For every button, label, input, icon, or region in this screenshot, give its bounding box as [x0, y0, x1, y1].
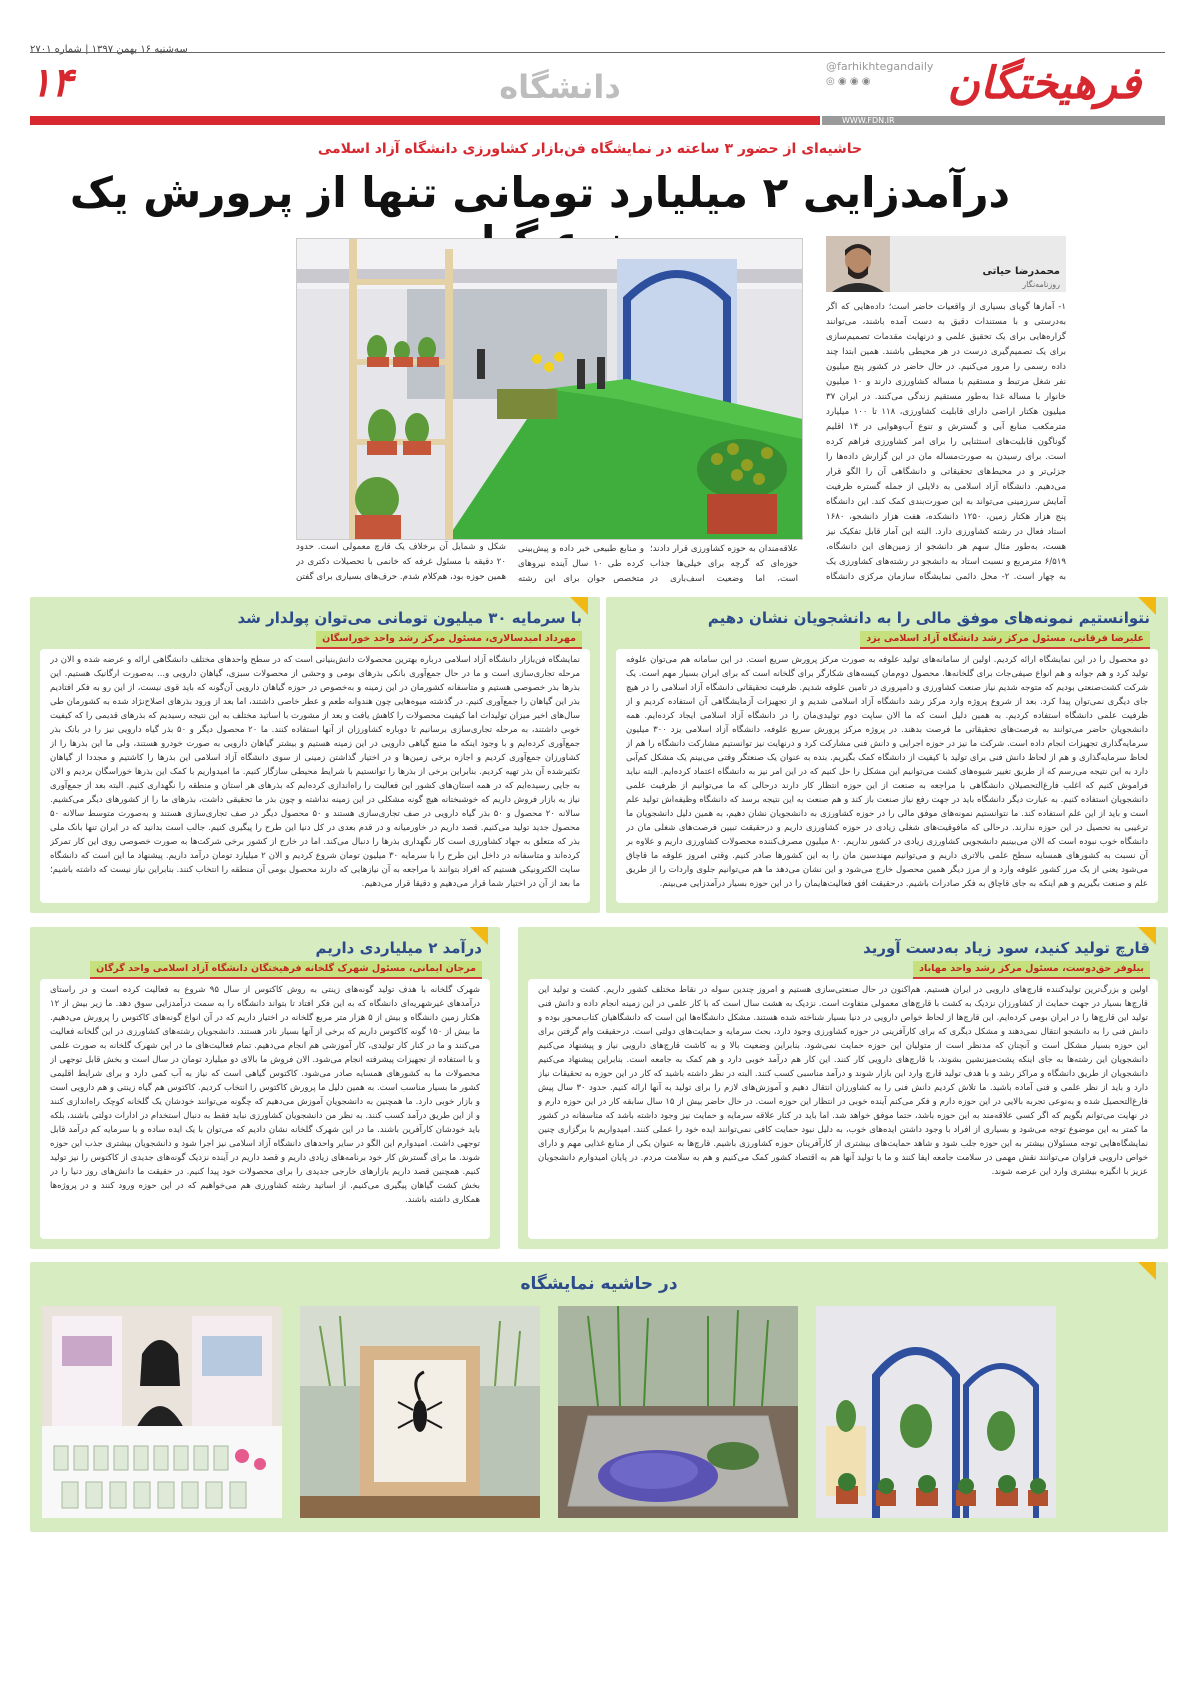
main-photo [296, 238, 803, 540]
box-interview-4 [30, 927, 500, 1249]
gallery-title: در حاشیه نمایشگاه [520, 1274, 678, 1294]
section-title: دانشگاه [499, 68, 621, 106]
box-interview-2 [30, 597, 600, 913]
twitter-icon: ◉ [849, 76, 859, 87]
telegram-icon: ◉ [837, 76, 847, 87]
article-col-mid-left: و منابع طبیعی خبر داده و پیش‌بینی کرده طی ۱۰ سال آینده نیروهای متخصص جوان برای این رشته [518, 544, 644, 584]
gallery-photo-exhibitor [42, 1306, 282, 1518]
instagram-icon: ◎ [826, 76, 835, 87]
box-interview-3 [518, 927, 1168, 1249]
box-body [40, 979, 490, 1239]
aparat-icon: ◉ [861, 76, 871, 87]
gallery-photo-cactus-display [816, 1306, 1056, 1518]
box-title: درآمد ۲ میلیاردی داریم [315, 939, 482, 957]
date-line: سه‌شنبه ۱۶ بهمن ۱۳۹۷ | شماره ۲۷۰۱ [30, 44, 188, 55]
box-text: اولین و بزرگ‌ترین تولیدکننده قارچ‌های دارویی در ایران هستیم. هم‌اکنون در حال صنعتی‌سازی هستیم و امروز چندین سوله در نقاط مختلف کشور داریم. کشت و تولید این قارچ‌ها بسیار در جهت حمایت از کشاورزان نزدیک به کشت با قارچ‌های معمولی متفاوت است. نزدیک به هشت سال است که با کار علمی در این زمینه انجام داده و دانش فنی تولید این قارچ‌ها را در ایران بومی کرده‌ایم. این قارچ‌ها از لحاظ خواص دارویی در دنیا بسیار شناخته شده هستند. مشکل دانشگاه‌ها این است که دانشگاهیان کتاب‌محور بوده و دانش فنی را به دانشجو انتقال نمی‌دهند و مشکل دیگری که برای کارآفرینی در حوزه کشاورزی وجود دارد، بحث سرمایه و حمایت‌های دولتی است. درحقیقت وام گرفتن برای این حوزه بسیار مشکل است و آنچنان که مدنظر است از متولیان این حوزه حمایت نمی‌شود. بنابراین وضعیت بالا و به کاشت قارچ‌های دارویی نیاز و پیشنهاد می‌کنیم دانشجویان این رشته‌ها به جای اینکه پشت‌میزنشین بشوند، با قارچ‌های دارویی کار کنند. این کار هم درآمد خوبی دارد و هم کمک به جامعه است. بنابراین پیشنهاد می‌کنیم دانشجویان از طریق دانشگاه و مراکز رشد و با هدف تولید قارچ وارد این بازار شوند و درآمد مناسبی کسب کنند. البته در نظر داشته باشید که کار در این حوزه به تحقیقات نیاز دارد و باید از نظر علمی و فنی آماده باشید. ما تلاش کردیم دانش فنی را به کشاورزان انتقال دهیم و آموزش‌های لازم را برای تولید به آنها ارائه کنیم. حدود ۳۰ سال پیش فارغ‌التحصیل شده و به‌نوعی تجربه بالایی در این حوزه دارم و فکر می‌کنم آینده خوبی در انتظار این حوزه است. در حال حاضر بیش از ۱۵ سال سابقه کار در این حوزه دارم و در نهایت می‌توانم بگویم که اگر کسی علاقه‌مند به این حوزه باشد، حتما موفق خواهد شد. اما باید در کنار علاقه سرمایه و حمایت نیز وجود داشته باشد که متاسفانه در کشور ما کمتر به این موضوع توجه می‌شود و بسیاری از افراد با وجود داشتن ایده‌های خوب، به دلیل نبود حمایت کافی نمی‌توانند ایده خود را عملی کنند. امیدواریم با برگزاری چنین نمایشگاه‌هایی توجه مسئولان بیشتر به این حوزه جلب شود و شاهد حمایت‌های بیشتری از کارآفرینان حوزه کشاورزی باشیم. قارچ‌ها به عنوان یکی از منابع غذایی مهم و دارای خواص دارویی فراوان می‌توانند نقش مهمی در سلامت جامعه ایفا کنند و ما با تولید آنها هم به اقتصاد کشور کمک می‌کنیم و هم به سلامت مردم. در پایان امیدوارم دانشجویان عزیز با انگیزه بیشتری وارد این عرصه شوند. [538, 985, 1148, 1177]
author-photo [826, 236, 890, 292]
box-title: با سرمایه ۳۰ میلیون تومانی می‌توان پولدار شد [237, 609, 582, 627]
headline: درآمدزایی ۲ میلیارد تومانی تنها از پرورش یک [69, 168, 1011, 217]
box-byline: علیرضا فرقانی، مسئول مرکز رشد دانشگاه آزاد اسلامی یزد [860, 631, 1150, 649]
logo: فرهیختگان [947, 58, 1141, 109]
box-title: نتوانستیم نمونه‌های موفق مالی را به دانشجویان نشان دهیم [707, 609, 1150, 627]
box-interview-1 [606, 597, 1168, 913]
top-rule [30, 52, 1165, 53]
box-byline: مهرداد امیدسالاری، مسئول مرکز رشد واحد خوراسگان [316, 631, 582, 649]
gallery-photo-terrarium [558, 1306, 798, 1518]
article-col-right: ۱- آمارها گویای بسیاری از واقعیات حاضر است؛ داده‌هایی که اگر به‌درستی و با مستندات دقیق به دست آمده باشند، می‌توانند گزاره‌هایی برای یک تحقیق علمی و درنهایت مقدمات تصمیم‌سازی برای یک تصمیم‌گیری درست در هر محیطی باشند. همین ابتدا چند داده رسمی را مرور می‌کنیم. در حال حاضر در کشور پنج میلیون نفر شغل مرتبط و مستقیم با مساله کشاورزی دارند و ۱۰ میلیون خانوار با مساله غذا به‌طور مستقیم زندگی می‌کنند. در ایران ۳۷ میلیون هکتار اراضی دارای قابلیت کشاورزی، ۱۱۸ تا ۱۰۰ میلیارد مترمکعب منابع آبی و گسترش و تنوع آب‌وهوایی در ۱۴ اقلیم گوناگون قابلیت‌های استثنایی را برای امر کشاورزی فراهم کرده است. برای رسیدن به صورت‌مساله مان در این گزارش داده‌ها را جزئی‌تر و در محیط‌های تحقیقاتی و دانشگاهی آن را الگو قرار می‌دهیم. دانشگاه آزاد اسلامی به دلایلی از جمله گستره ظرفیت آمایش سرزمینی می‌تواند به این صورت‌بندی کمک کند. این دانشگاه پنج هزار هکتار زمین، ۱۲۵۰ دانشکده، هفت هزار دانشجو، ۱۶۸۰ استاد فعال در رشته کشاورزی دارد. البته این آمار قابل تفکیک نیز هست، به‌طور مثال سهم هر دانشجو از زمین‌های این دانشگاه، ۶/۵۱۹ مترمربع و نسبت استاد به دانشجو در رشته‌های کشاورزی یک به چهار است. ۲- محل دائمی نمایشگاه سازمان مرکزی دانشگاه [826, 302, 1066, 582]
header-red-bar [30, 116, 820, 125]
article-col-mid-right: علاقه‌مندان به حوزه کشاورزی قرار دادند؛ حوزه‌ای که گرچه برای خیلی‌ها جذاب است، اما وضعیت اسف‌باری در [650, 544, 798, 584]
social-handle: @farhikhtegandaily [826, 60, 934, 73]
author-name: محمدرضا حیاتی [982, 266, 1060, 277]
box-text: دو محصول را در این نمایشگاه ارائه کردیم. اولین از سامانه‌های تولید علوفه به صورت مرکز پرورش سریع است. در این سامانه هم می‌توان علوفه تولید کرد و هم جوانه و هم انواع صیفی‌جات برای گلخانه‌ها. محصول دوم‌مان کیسه‌های شکارگر برای گلخانه است که برای ایران بسیار مهم است. یک شرکت کشت‌صنعتی بودیم که متوجه شدیم نیاز صنعت کشاورزی و دامپروری در تامین علوفه شدیم. ظرفیت تحقیقاتی دانشگاه آزاد اسلامی را در هیچ جای دیگری نمی‌توان پیدا کرد. بعد از شروع پروژه وارد مرکز رشد دانشگاه آزاد اسلامی شدیم و از تجهیزات آزمایشگاهی آن استفاده کردیم و از ظرفیت علمی دانشگاه استفاده کردیم. به همین دلیل است که ما الان ساپت دوم تولیدی‌مان را در دانشگاه آزاد اسلامی ایجاد کرده‌ایم. همه دانشجویان حاضر می‌توانند به فرصت‌های تحقیقاتی ما فرصت بدهند. در پروژه مرکز پرورش سریع علوفه، دانشگاه آزاد اسلامی یزد ۳۰۰ میلیون سرمایه‌گذاری تجهیزات انجام داده است. شرکت ما نیز در حوزه اجرایی و دانش فنی مشارکت کرد و درنهایت نیز توانستیم مشارکت دانشگاه را هم از لحاظ سرمایه‌گذاری و هم از لحاظ دانش فنی برای تولید با کیفیت از دانشگاه کمک بگیریم. بنده به عنوان یک صنعتگر وقتی می‌بینم یک مشکل کم‌آبی دارد به این نتیجه می‌رسم که از طریق تغییر شیوه‌های کشت می‌توانیم این مشکل را حل کنیم که در این امر نیز به دانشگاه اعتماد کرده‌ایم. البته نباید فراموش کنیم که اغلب فارغ‌التحصیلان دانشگاهی با مراجعه به صنعت از این حوزه انتظار کار دارند درحالی که ما می‌توانیم از ظرفیت علمی دانشجویان استفاده کنیم. به عبارت دیگر دانشگاه باید در جهت رفع نیاز صنعت باز کند و هم صنعت به این نتیجه برسد که دانشگاه وظیفه‌اش تولید علم است و باید از این علم استفاده کند. ما نتوانستیم نمونه‌های موفق مالی را در حوزه کشاورزی به دانشجویان نشان دهیم، به همین دلیل دانشجویان ما ترغیبی به تحصیل در این حوزه ندارند. درحالی که مافوقیت‌های شغلی زیادی در حوزه کشاورزی داریم و درحقیقت تبیین فرصت‌های شغلی مان در دانشگاه خوب نبوده است که الان می‌بینیم دانشجویی کشاورزی زیادی در کشور نداریم. ۸۰ میلیون مصرف‌کننده محصولات کشاورزی داریم و علاوه بر آن نسبت به کشورهای همسایه سطح علمی بالاتری داریم و می‌توانیم مهندسین مان را به این کشورها صادر کنیم. وقتی امروز علوفه ما قاچاق می‌شود یعنی از یک مرز کشور علوفه وارد و از مرز دیگر همین محصول خارج می‌شود و این نشان می‌دهد ما هم می‌توانیم جلوی واردات را از طریق علم و صنعت بگیریم و هم اینکه به جای قاچاق به فکر صادرات باشیم. درحقیقت افق فعالیت‌هایمان را در این حوزه بسیار درآمدزایی می‌بینم. [626, 655, 1148, 889]
article-col-left: شکل و شمایل آن برخلاف یک قارچ معمولی است. حدود ۲۰ دقیقه با مسئول غرفه که خانمی با تحصیلات دکتری در همین حوزه بود، هم‌کلام شدم. حرف‌های بسیاری برای گفتن [296, 542, 506, 582]
box-body [528, 979, 1158, 1239]
kicker: حاشیه‌ای از حضور ۳ ساعته در نمایشگاه فن‌بازار کشاورزی دانشگاه آزاد اسلامی [317, 141, 863, 157]
box-byline: بیلوفر حق‌دوست، مسئول مرکز رشد واحد مهاباد [913, 961, 1150, 979]
gallery-box [30, 1262, 1168, 1532]
box-body [40, 649, 590, 903]
gallery-photo-scorpion-frame [300, 1306, 540, 1518]
box-title: قارچ تولید کنید، سود زیاد به‌دست آورید [863, 939, 1150, 957]
site-url: WWW.FDN.IR [822, 116, 1165, 125]
box-body [616, 649, 1158, 903]
social-icons [826, 76, 871, 87]
box-byline: مرجان ایمانی، مسئول شهرک گلخانه فرهیختگان دانشگاه آزاد اسلامی واحد گرگان [90, 961, 482, 979]
box-text: شهرک گلخانه با هدف تولید گونه‌های زینتی به روش کاکتوس از سال ۹۵ شروع به فعالیت کرده است و در راستای درآمدهای غیرشهریه‌ای دانشگاه که به این فکر افتاد تا بتواند دانشگاه را به سمت درآمدزایی سوق دهد. ما زیر بیش از ۱۲ هکتار زمین دانشگاه و بیش از ۵ هزار متر مربع گلخانه در اختیار داریم که در آن انواع گونه‌های کاکتوس را پرورش می‌دهیم. ما بیش از ۱۵۰ گونه کاکتوس داریم که برخی از آنها بسیار نادر هستند. دانشجویان رشته‌های کشاورزی در این گلخانه فعالیت می‌کنند و ما در کنار کار تولیدی، کار آموزشی هم انجام می‌دهیم. تمام فعالیت‌های ما در این شهرک گلخانه به صورت علمی و با استفاده از تجهیزات پیشرفته انجام می‌شود. الان فروش ما بالای دو میلیارد تومان در سال است و بخش قابل توجهی از محصولات ما به کشورهای همسایه صادر می‌شود. کاکتوس گیاهی است که نیاز به آب کمی دارد و برای شرایط اقلیمی کشور ما بسیار مناسب است. به همین دلیل ما پرورش کاکتوس را انتخاب کردیم. کاکتوس هم گیاه زینتی و هم دارویی است و بازار خوبی دارد. ما همچنین به دانشجویان آموزش می‌دهیم که چگونه می‌توانند خودشان یک گلخانه کوچک راه‌اندازی کنند و از این طریق درآمد کسب کنند. به نظر من دانشجویان کشاورزی نباید فقط به دنبال استخدام در ادارات دولتی باشند، بلکه باید خودشان کارآفرین باشند. ما در این شهرک گلخانه نشان دادیم که می‌توان با یک ایده ساده و با سرمایه کم درآمد قابل توجهی داشت. امیدوارم این الگو در سایر واحدهای دانشگاه آزاد اسلامی نیز اجرا شود و دانشجویان بیشتری جذب این حوزه شوند. ما برای گسترش کار خود برنامه‌های زیادی داریم و قصد داریم در آینده نزدیک گونه‌های جدیدی از کاکتوس را نیز تولید کنیم. همچنین قصد داریم بازارهای خارجی جدیدی را برای محصولات خود پیدا کنیم. در حقیقت ما دانش‌های روز دنیا را در بخش کشت گیاهان پیگیری می‌کنیم. از اساتید رشته کشاورزی هم می‌خواهیم که در این حوزه ورود کنند و در پروژه‌ها همکاری داشته باشند. [50, 985, 480, 1205]
author-role: روزنامه‌نگار [1022, 280, 1060, 289]
page-number: ۱۴ [30, 60, 73, 106]
box-text: نمایشگاه فن‌بازار دانشگاه آزاد اسلامی درباره بهترین محصولات دانش‌بنیانی است که در سطح واحدهای مختلف دانشگاهی ارائه و عرضه شده و الان در مرحله تجاری‌سازی است و ما در حال جمع‌آوری بانکی بذرهای بومی و وحشی از محصولات سبزی، گیاهان دارویی و... به‌صورت ارگانیک هستیم. این بذرها بذر خصوصی هستیم و متاسفانه کشورمان در این زمینه و به‌خصوص در حوزه گیاهان دارویی آن‌گونه که باید قوی نیست، از این رو به فکر افتادیم بذر این گیاهان را جمع‌آوری کنیم. در گذشته میوه‌هایی چون هندوانه طعم و عطر خاصی داشتند، اما بعد از ورود بذرهای اصلاح‌نژاد شده به کشورمان طی سال‌های اخیر میزان تولیدات اما کیفیت محصولات را کاهش یافت و بعد از مشورت با اساتید مختلف به این نتیجه رسیدیم که بذرهای قدیمی را که کیفیت خوبی داشتند، به مرحله تجاری‌سازی برسانیم تا دوباره کشاورزان از آنها استفاده کنند. ما ۲۰ محصول دیگر و ۵۰ بذر گیاه دارویی نیز را در بانک بذر جمع‌آوری کرده‌ایم و با وجود اینکه ما منبع گیاهی دارویی در این زمینه هستیم و بیشتر گیاهان دارویی به صورت خودرو هستند، ولی ما این بذرها را از کشاورزان جمع‌آوری کردیم و اجازه برخی زمین‌ها و در اختیار گذاشتن زمینی از سوی دانشگاه آزاد اسلامی این بذرها را کاشتیم و مجددا از گیاهان تکثیرشده آن بذر تهیه کردیم. بنابراین برخی از بذرها را توانستیم با شرایط محیطی سازگار کنیم. ما امیدواریم با کمک این بذرها خوراسگان بردیم و الان به جایی رسیده‌ایم که در همه استان‌های کشور این فعالیت را راه‌اندازی کرده‌ایم که بذرهای هر استان و منطقه را نگهداری کنیم. البته بعد از جمع‌آوری نیاز به بازار فروش داریم که خوشبختانه هیچ گونه مشکلی در این زمینه نداشته و چون بذر ما تحقیقی داشت، بذرهای ما را از کشورهای دیگر می‌کشیم. سالانه ۲۰ محصول و ۵۰ بذر گیاه دارویی در صف تجاری‌سازی هستند و ۵۰ محصول دیگر در صف تجاری‌سازی هستند و به‌صورت متوسط سالانه ۵۰ محصول جدید تولید می‌کنیم. قصد داریم در خاورمیانه و در قدم بعدی در کل دنیا این طرح را پیگیری کنیم. جالب است بدانید که در ایران تنها بانک ملی بذر که متعلق به جهاد کشاورزی است کار نگهداری بذرها را دنبال می‌کند. اما در خارج از کشور برخی شرکت‌ها به صورت خصوصی روی این کار تمرکز کرده‌اند و متاسفانه در داخل این طرح را با سرمایه ۳۰ میلیون تومان شروع کردیم و الان ۲ میلیارد تومان درآمد داریم. پیشنهاد ما این است که دانشگاه سایت الکترونیکی هستیم که افراد بتوانند با مراجعه به آن نیازهایی که دارند محصول بومی آن منطقه را انتخاب کنند. بنابراین نیاز نیست که داشته باشیم؛ ما بعد از آن در اختیار شما قرار می‌دهیم و دقیقا قرار می‌دهیم. [50, 655, 580, 889]
author-box [826, 236, 1066, 292]
